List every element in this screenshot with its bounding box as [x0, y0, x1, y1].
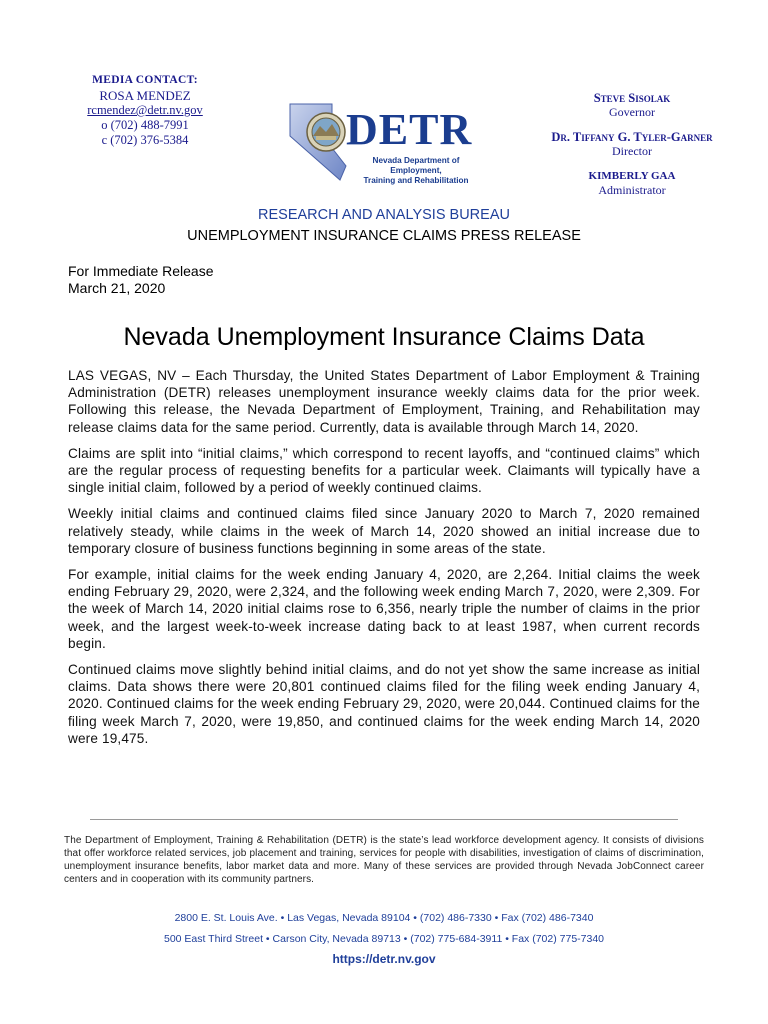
agency-description: The Department of Employment, Training & Rehabilitation (DETR) is the state’s lead workforce development agency. It consists of divisions that offer workforce related services, job placement and training, services for people with disabilities, investigation of claims of discrimination, unemployment insurance benefits, labor market data and more. Many of these services are provided through Nevada JobConnect career centers and in cooperation with its community partners.	[64, 835, 704, 885]
release-info	[68, 263, 214, 297]
detr-logo-subtitle	[350, 156, 482, 186]
release-status: For Immediate Release	[68, 263, 214, 279]
release-type-heading: UNEMPLOYMENT INSURANCE CLAIMS PRESS RELEASE	[187, 228, 581, 244]
media-contact-block	[60, 73, 230, 148]
footer-divider	[90, 819, 678, 820]
media-contact-name: ROSA MENDEZ	[99, 88, 191, 103]
official-title-administrator: Administrator	[598, 183, 666, 197]
bureau-heading: RESEARCH AND ANALYSIS BUREAU	[258, 207, 510, 223]
release-date: March 21, 2020	[68, 280, 166, 296]
press-release-headline: Nevada Unemployment Insurance Claims Data	[123, 323, 645, 351]
press-release-body	[68, 367, 700, 756]
official-name-administrator: KIMBERLY GAA	[588, 170, 676, 182]
officials-block	[532, 91, 732, 208]
body-paragraph-intro: LAS VEGAS, NV – Each Thursday, the United States Department of Labor Employment & Training Administration (DETR) releases unemployment insurance weekly claims data for the prior week. Following this release, the Nevada Department of Employment, Training, and Rehabilitation may release claims data for the same period. Currently, data is available through March 14, 2020.	[68, 368, 700, 435]
official-name-director: Dr. Tiffany G. Tyler-Garner	[551, 130, 713, 144]
website-link[interactable]: https://detr.nv.gov	[332, 952, 436, 966]
detr-logo-wordmark: DETR	[346, 105, 473, 154]
address-las-vegas: 2800 E. St. Louis Ave. • Las Vegas, Nevada 89104 • (702) 486-7330 • Fax (702) 486-7340	[174, 912, 594, 924]
body-paragraph-claim-types: Claims are split into “initial claims,” which correspond to recent layoffs, and “continued claims” which are the regular process of requesting benefits for a particular week. Claimants will typically have a single initial claim, followed by a period of weekly continued claims.	[68, 445, 700, 496]
media-contact-cell-phone: c (702) 376-5384	[101, 133, 189, 147]
body-paragraph-trend: Weekly initial claims and continued claims filed since January 2020 to March 7, 2020 remained relatively steady, while claims in the week of March 14, 2020 showed an initial increase due to temporary closure of business functions beginning in some areas of the state.	[68, 506, 700, 556]
body-paragraph-initial-claims: For example, initial claims for the week ending January 4, 2020, are 2,264. Initial claims the week ending February 29, 2020, were 2,324, and the following week ending March 7, 2020, were 2,309. For the week of March 14, 2020 initial claims rose to 6,356, nearly triple the number of claims in the prior week, and the largest week-to-week increase dating back to at least 1987, when current records begin.	[68, 567, 700, 651]
media-contact-office-phone: o (702) 488-7991	[101, 118, 189, 132]
logo-subtitle-line1: Nevada Department of Employment,	[372, 156, 460, 175]
media-contact-label: MEDIA CONTACT:	[92, 74, 198, 86]
address-carson-city: 500 East Third Street • Carson City, Nevada 89713 • (702) 775-684-3911 • Fax (702) 775-7340	[163, 933, 605, 945]
official-title-governor: Governor	[609, 105, 655, 119]
media-contact-email-link[interactable]: rcmendez@detr.nv.gov	[87, 103, 203, 117]
official-title-director: Director	[612, 144, 652, 158]
logo-subtitle-line2: Training and Rehabilitation	[363, 176, 469, 185]
body-paragraph-continued-claims: Continued claims move slightly behind initial claims, and do not yet show the same increase as initial claims. Data shows there were 20,801 continued claims filed for the filing week ending January 4, 2020. Continued claims for the week ending February 29, 2020, were 20,044. Continued claims for the filing week March 7, 2020, were 19,850, and continued claims for the week ending March 14, 2020 were 19,475.	[68, 662, 700, 746]
official-name-governor: Steve Sisolak	[593, 91, 671, 105]
